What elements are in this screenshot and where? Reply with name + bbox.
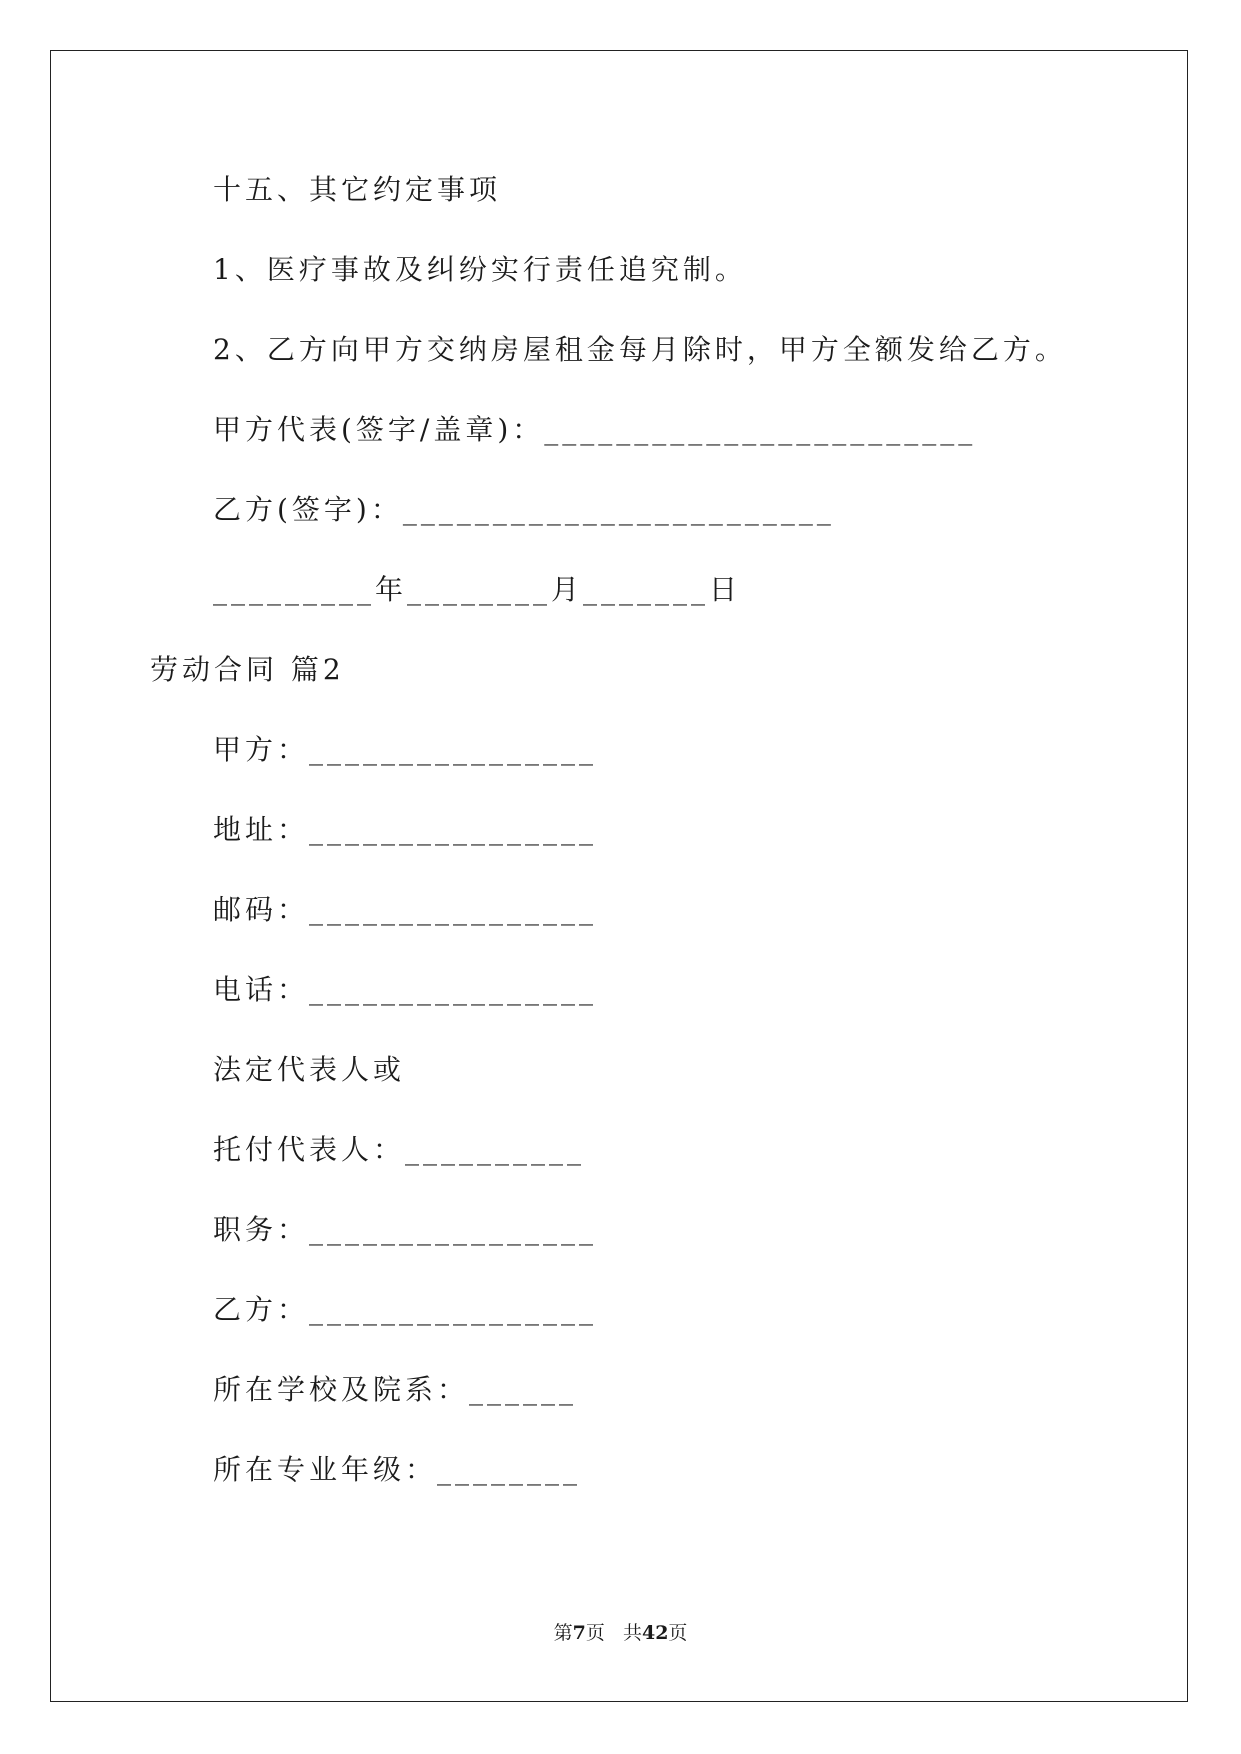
page-suffix: 页 (585, 1622, 605, 1644)
party-b-field: 乙方：________________ (213, 1293, 598, 1326)
legal-representative-label: 法定代表人或 (213, 1053, 406, 1086)
page-number: 7 (572, 1622, 586, 1644)
total-suffix: 页 (668, 1622, 688, 1644)
page-footer (0, 1620, 1241, 1646)
major-grade-field: 所在专业年级：________ (213, 1453, 582, 1486)
party-a-field: 甲方：________________ (213, 733, 598, 766)
entrusted-representative-field: 托付代表人：__________ (213, 1133, 586, 1166)
clause-item-2: 2、乙方向甲方交纳房屋租金每月除时，甲方全额发给乙方。 (213, 333, 1067, 366)
date-line: _________年________月_______日 (213, 573, 742, 606)
page-prefix: 第 (553, 1622, 573, 1644)
total-pages: 42 (641, 1622, 669, 1644)
party-a-representative-signature-field: 甲方代表(签字/盖章)：________________________ (213, 413, 977, 446)
address-field: 地址：________________ (213, 813, 598, 846)
school-department-field: 所在学校及院系：______ (213, 1373, 578, 1406)
party-b-signature-field: 乙方(签字)：________________________ (213, 493, 835, 526)
phone-field: 电话：________________ (213, 973, 598, 1006)
total-prefix: 共 (622, 1622, 642, 1644)
section-15-title: 十五、其它约定事项 (213, 173, 502, 206)
clause-item-1: 1、医疗事故及纠纷实行责任追究制。 (213, 253, 747, 286)
postcode-field: 邮码：________________ (213, 893, 598, 926)
position-field: 职务：________________ (213, 1213, 598, 1246)
contract-2-heading: 劳动合同 篇2 (150, 653, 345, 686)
